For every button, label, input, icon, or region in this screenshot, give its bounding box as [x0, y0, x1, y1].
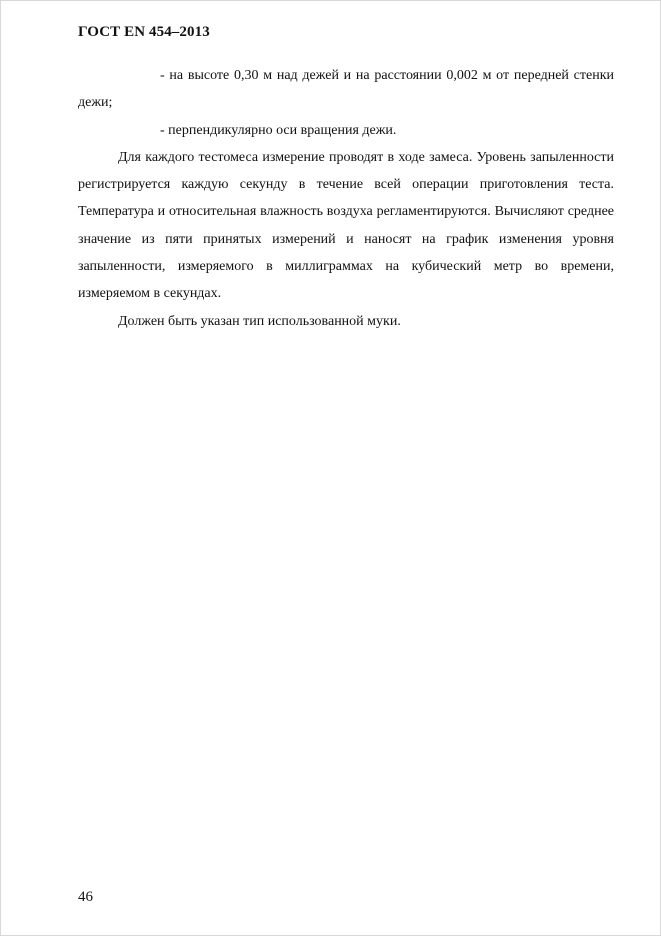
page-number: 46	[78, 889, 93, 905]
paragraph-measurement: Для каждого тестомеса измерение проводят в ходе замеса. Уровень запыленности регистрируется каждую секунду в течение всей операции приготовления теста. Температура и относительная влажность воздуха регламентируются. Вычисляют среднее значение из пяти принятых измерений и наносят на график изменения уровня запыленности, измеряемого в миллиграммах на кубический метр во времени, измеряемом в секундах.	[78, 149, 614, 302]
list-item-perpendicular: - перпендикулярно оси вращения дежи.	[160, 122, 397, 138]
paragraph-flour-type: Должен быть указан тип использованной муки.	[118, 313, 401, 329]
document-body	[78, 62, 614, 335]
document-header: ГОСТ EN 454–2013	[78, 24, 210, 40]
list-item-height: - на высоте 0,30 м над дежей и на расстоянии 0,002 м от передней стенки дежи;	[78, 68, 614, 111]
